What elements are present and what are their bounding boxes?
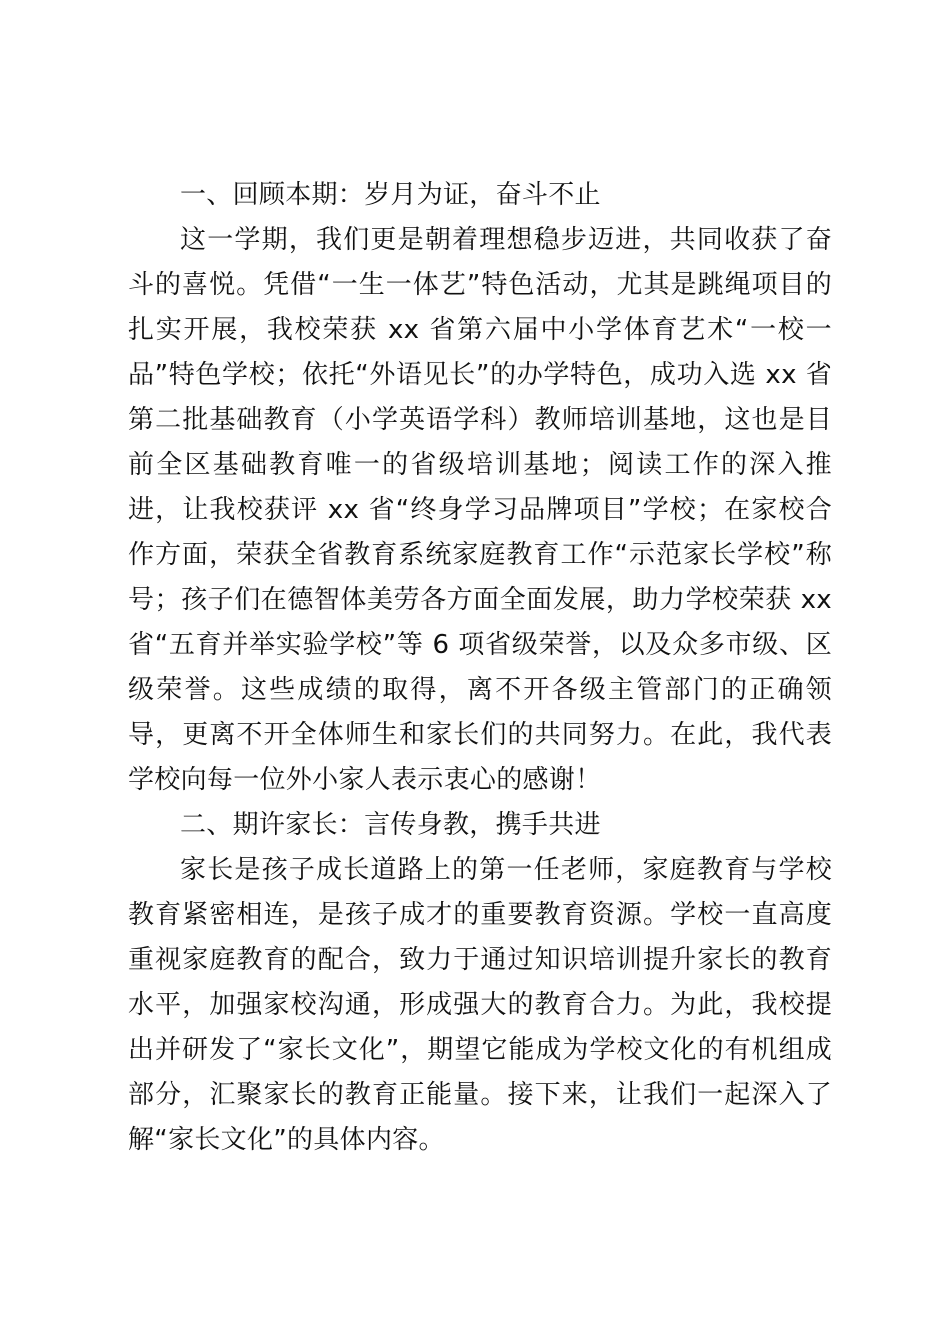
section-1-paragraph: 这一学期，我们更是朝着理想稳步迈进，共同收获了奋斗的喜悦。凭借“一生一体艺”特色活动，尤其是跳绳项目的扎实开展，我校荣获 xx 省第六届中小学体育艺术“一校一品”特色学校；依托“外语见长”的办学特色，成功入选 xx 省第二批基础教育（小学英语学科）教师培训基地，这也是目前全区基础教育唯一的省级培训基地；阅读工作的深入推进，让我校获评 xx 省“终身学习品牌项目”学校；在家校合作方面，荣获全省教育系统家庭教育工作“示范家长学校”称号；孩子们在德智体美劳各方面全面发展，助力学校荣获 xx 省“五育并举实验学校”等 6 项省级荣誉，以及众多市级、区级荣誉。这些成绩的取得，离不开各级主管部门的正确领导，更离不开全体师生和家长们的共同努力。在此，我代表学校向每一位外小家人表示衷心的感谢！ xyxy=(128,225,832,795)
section-2-heading: 二、期许家长：言传身教，携手共进 xyxy=(180,810,601,840)
section-1-heading: 一、回顾本期：岁月为证，奋斗不止 xyxy=(180,180,601,210)
document-body xyxy=(128,173,832,1163)
section-2-paragraph: 家长是孩子成长道路上的第一任老师，家庭教育与学校教育紧密相连，是孩子成才的重要教育资源。学校一直高度重视家庭教育的配合，致力于通过知识培训提升家长的教育水平，加强家校沟通，形成强大的教育合力。为此，我校提出并研发了“家长文化”，期望它能成为学校文化的有机组成部分，汇聚家长的教育正能量。接下来，让我们一起深入了解“家长文化”的具体内容。 xyxy=(128,855,832,1155)
